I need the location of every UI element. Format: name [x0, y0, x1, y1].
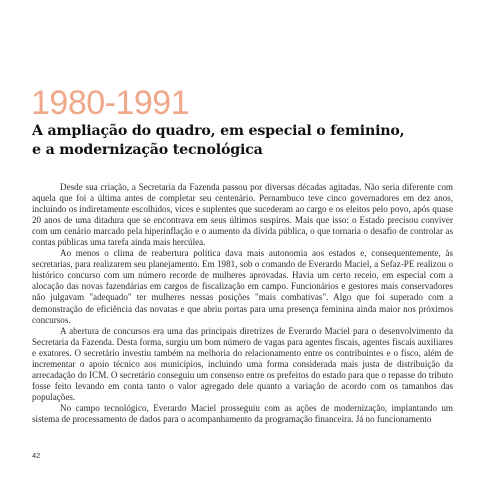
- chapter-title-line-2: e a modernização tecnológica: [32, 142, 263, 158]
- period-heading: 1980-1991: [31, 84, 190, 122]
- body-text: [32, 182, 453, 425]
- page-number: 42: [32, 451, 41, 460]
- paragraph-3: A abertura de concursos era uma das principais diretrizes de Everardo Maciel para o desenvolvimento da Secretaria da Fazenda. Desta forma, surgiu um bom número de vagas para agentes fiscais, agentes fiscais auxiliares e exatores. O secretário investiu também na melhoria do relacionamento entre os contribuintes e o fisco, além de incrementar o apoio técnico aos municípios, incluindo uma forma considerada mais justa de distribuição da arrecadação do ICM. O secretário conseguiu um consenso entre os prefeitos do estado para que o repasse do tributo fosse feito levando em conta tanto o valor agregado dele quanto a variação de acordo com os tamanhos das populações.: [32, 325, 453, 402]
- paragraph-1: Desde sua criação, a Secretaria da Fazenda passou por diversas décadas agitadas. Não seria diferente com aquela que foi a última antes de completar seu centenário. Pernambuco teve cinco governadores em dez anos, incluindo os indiretamente escolhidos, vices e suplentes que sucederam ao cargo e os eleitos pelo povo, após quase 20 anos de uma ditadura que se encontrava em seus últimos suspiros. Mais que isso: o Estado precisou conviver com um cenário marcado pela hiperinflação e o aumento da dívida pública, o que tornaria o desafio de controlar as contas públicas uma tarefa ainda mais hercúlea.: [32, 182, 453, 248]
- paragraph-2: Ao menos o clima de reabertura política dava mais autonomia aos estados e, consequentemente, às secretarias, para realizarem seu planejamento. Em 1981, sob o comando de Everardo Maciel, a Sefaz-PE realizou o histórico concurso com um número recorde de mulheres aprovadas. Havia um certo receio, em especial com a alocação das novas fazendárias em cargos de fiscalização em campo. Funcionários e gestores mais conservadores não julgavam "adequado" ter mulheres nessas posições "mais combativas". Algo que foi superado com a demonstração de eficiência das novatas e que abriu portas para uma presença feminina ainda maior nos próximos concursos.: [32, 248, 453, 325]
- chapter-title-line-1: A ampliação do quadro, em especial o feminino,: [32, 123, 405, 139]
- chapter-title: [32, 122, 452, 160]
- paragraph-4: No campo tecnológico, Everardo Maciel prosseguiu com as ações de modernização, implantando um sistema de processamento de dados para o acompanhamento da programação financeira. Já no funcionamento: [32, 402, 453, 424]
